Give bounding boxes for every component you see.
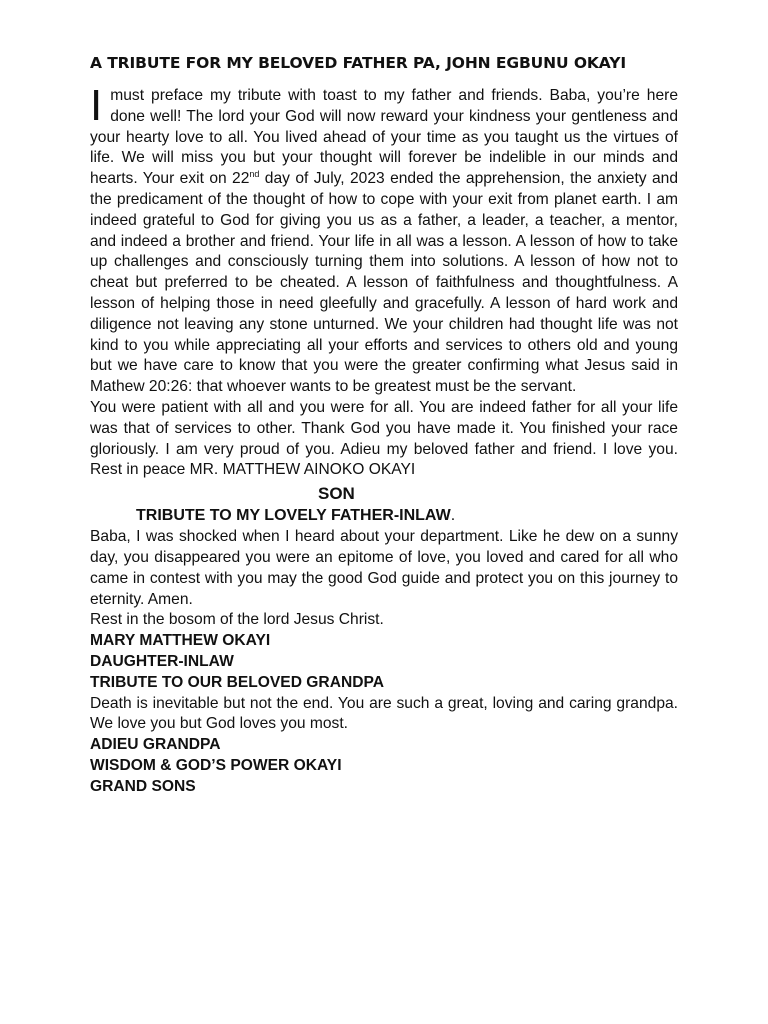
adieu-grandpa: ADIEU GRANDPA xyxy=(90,736,221,754)
drop-cap: I xyxy=(90,81,103,130)
heading-grandpa: TRIBUTE TO OUR BELOVED GRANDPA xyxy=(90,673,384,691)
heading-father-inlaw xyxy=(90,505,678,527)
tribute-paragraph-father xyxy=(90,81,678,398)
heading-father-inlaw-period: . xyxy=(450,507,456,525)
tribute-paragraph-grandpa: Death is inevitable but not the end. You are such a great, loving and caring grandpa. We love you but God loves you most. xyxy=(90,694,678,733)
document-title: A TRIBUTE FOR MY BELOVED FATHER PA, JOHN EGBUNU OKAYI xyxy=(90,54,627,72)
tribute-paragraph-inlaw: Baba, I was shocked when I heard about your department. Like he dew on a sunny day, you disappeared you were an epitome of love, you loved and cared for all who came in contest with you may the good God guide and protect you on this journey to eternity. Amen. xyxy=(90,528,678,608)
heading-father-inlaw-text: TRIBUTE TO MY LOVELY FATHER-INLAW xyxy=(136,507,451,525)
signature-son: SON xyxy=(318,484,355,504)
paragraph-text-part-2: day of July, 2023 ended the apprehension, the anxiety and the predicament of the thought of how to cope with your exit from planet earth. I am indeed grateful to God for giving you us as a father, a leader, a teacher, a mentor, and indeed a brother and friend. Your life in all was a lesson. A lesson of how to take up challenges and consciously turning them into solutions. A lesson of how not to cheat but preferred to be cheated. A lesson of faithfulness and thoughtfulness. A lesson of helping those in need gleefully and gracefully. A lesson of hard work and diligence not leaving any stone unturned. We your children had thought life was not kind to you while appreciating all your efforts and services to others old and young but we have care to know that you were the greater confirming what Jesus said in Mathew 20:26: that whoever wants to be greatest must be the servant. xyxy=(90,170,678,396)
signature-name-mary: MARY MATTHEW OKAYI xyxy=(90,632,271,650)
signature-role-grandsons: GRAND SONS xyxy=(90,777,196,795)
paragraph-text-part-1: must preface my tribute with toast to my father and friends. Baba, you’re here done well! The lord your God will now reward your kindness your gentleness and your hearty love to all. You lived ahead of your time as you taught us the virtues of life. We will miss you but your thought will forever be indelible in our minds and hearts. Your exit on 22 xyxy=(90,87,678,188)
signature-role-daughter: DAUGHTER-INLAW xyxy=(90,652,234,670)
tribute-paragraph-inlaw-2: Rest in the bosom of the lord Jesus Christ. xyxy=(90,611,384,629)
ordinal-superscript: nd xyxy=(249,169,260,179)
tribute-paragraph-father-2: You were patient with all and you were for all. You are indeed father for all your life was that of services to other. Thank God you have made it. You finished your race gloriously. I am very proud of you. Adieu my beloved father and friend. I love you. Rest in peace MR. MATTHEW AINOKO OKAYI xyxy=(90,398,678,479)
signature-names-grandsons: WISDOM & GOD’S POWER OKAYI xyxy=(90,756,342,774)
